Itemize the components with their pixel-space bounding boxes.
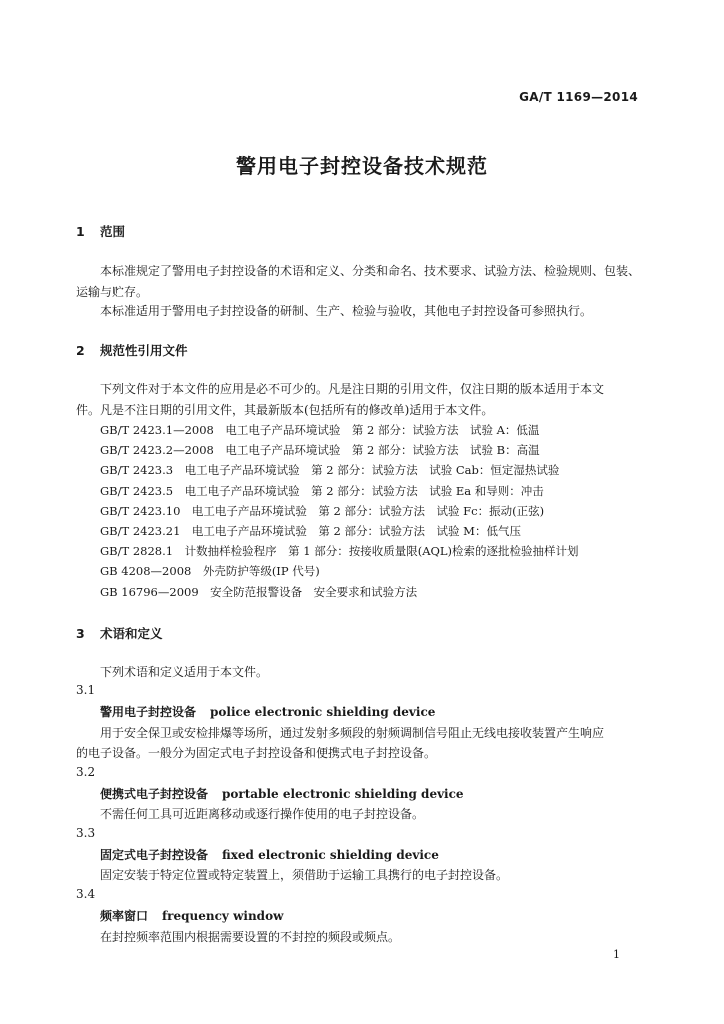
term-zh: 固定式电子封控设备: [100, 848, 209, 862]
section-3-heading: [76, 624, 163, 642]
reference-item: GB/T 2423.5 电工电子产品环境试验 第 2 部分：试验方法 试验 Ea 和导则：冲击: [100, 484, 544, 498]
term-zh: 频率窗口: [100, 909, 149, 923]
term-definition: 不需任何工具可近距离移动或逐行操作使用的电子封控设备。: [100, 807, 425, 821]
term-number: 3.3: [76, 826, 96, 840]
reference-item: GB 4208—2008 外壳防护等级(IP 代号): [100, 564, 320, 578]
section-2-heading: [76, 341, 188, 359]
section-number: 3: [76, 626, 85, 641]
term-en: portable electronic shielding device: [222, 787, 464, 801]
term-zh: 便携式电子封控设备: [100, 787, 209, 801]
paragraph: 下列术语和定义适用于本文件。: [100, 665, 269, 679]
reference-item: GB/T 2423.3 电工电子产品环境试验 第 2 部分：试验方法 试验 Cab：恒定湿热试验: [100, 463, 560, 477]
term-heading: [100, 907, 283, 924]
section-title: 术语和定义: [100, 626, 163, 641]
reference-item: GB/T 2828.1 计数抽样检验程序 第 1 部分：按接收质量限(AQL)检索的逐批检验抽样计划: [100, 544, 579, 558]
term-heading: [100, 846, 439, 863]
paragraph: 件。凡是不注日期的引用文件，其最新版本(包括所有的修改单)适用于本文件。: [76, 403, 494, 417]
term-definition: 的电子设备。一般分为固定式电子封控设备和便携式电子封控设备。: [76, 746, 437, 760]
term-definition: 在封控频率范围内根据需要设置的不封控的频段或频点。: [100, 930, 401, 944]
reference-item: GB 16796—2009 安全防范报警设备 安全要求和试验方法: [100, 585, 418, 599]
term-en: frequency window: [162, 909, 284, 923]
term-definition: 固定安装于特定位置或特定装置上，须借助于运输工具携行的电子封控设备。: [100, 868, 509, 882]
paragraph: 下列文件对于本文件的应用是必不可少的。凡是注日期的引用文件，仅注日期的版本适用于本文: [100, 382, 605, 396]
reference-item: GB/T 2423.21 电工电子产品环境试验 第 2 部分：试验方法 试验 M：低气压: [100, 524, 521, 538]
section-title: 范围: [100, 224, 126, 239]
section-number: 1: [76, 224, 85, 239]
reference-item: GB/T 2423.1—2008 电工电子产品环境试验 第 2 部分：试验方法 试验 A：低温: [100, 423, 540, 437]
section-number: 2: [76, 343, 85, 358]
document-id: GA/T 1169—2014: [519, 90, 638, 104]
paragraph: 本标准适用于警用电子封控设备的研制、生产、检验与验收，其他电子封控设备可参照执行。: [100, 304, 593, 318]
paragraph: 本标准规定了警用电子封控设备的术语和定义、分类和命名、技术要求、试验方法、检验规则、包装、: [100, 264, 641, 278]
term-number: 3.2: [76, 765, 96, 779]
page-number: 1: [613, 948, 620, 961]
term-number: 3.4: [76, 887, 96, 901]
section-1-heading: [76, 222, 125, 240]
reference-item: GB/T 2423.2—2008 电工电子产品环境试验 第 2 部分：试验方法 试验 B：高温: [100, 443, 540, 457]
document-title: 警用电子封控设备技术规范: [236, 154, 488, 178]
term-heading: [100, 703, 435, 720]
term-heading: [100, 785, 464, 802]
section-title: 规范性引用文件: [100, 343, 188, 358]
reference-item: GB/T 2423.10 电工电子产品环境试验 第 2 部分：试验方法 试验 Fc：振动(正弦): [100, 504, 545, 518]
term-en: police electronic shielding device: [210, 705, 436, 719]
paragraph: 运输与贮存。: [76, 285, 149, 299]
term-en: fixed electronic shielding device: [222, 848, 439, 862]
term-definition: 用于安全保卫或安检排爆等场所，通过发射多频段的射频调制信号阻止无线电接收装置产生响应: [100, 726, 605, 740]
term-number: 3.1: [76, 683, 96, 697]
term-zh: 警用电子封控设备: [100, 705, 197, 719]
